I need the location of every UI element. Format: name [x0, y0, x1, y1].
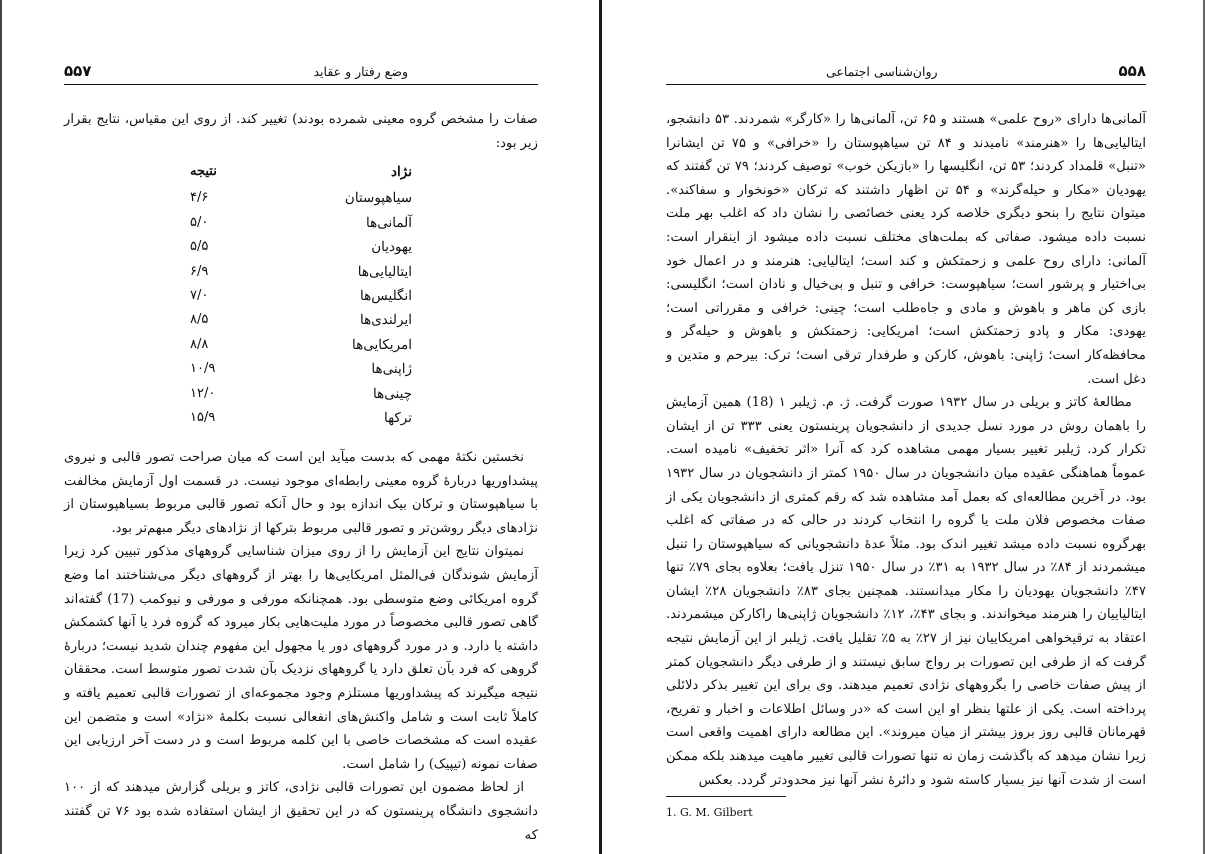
row-result: ۸/۸: [190, 336, 209, 352]
table-row: [190, 235, 412, 259]
right-body-text: [666, 108, 1146, 792]
left-running-title: وضع رفتار و عقاید: [313, 64, 408, 79]
row-result: ۵/۵: [190, 239, 209, 255]
row-race: آلمانی‌ها: [365, 214, 412, 231]
body-paragraph: نخستین نکتهٔ مهمی که بدست میآید این است که میان صراحت تصور قالبی و نیروی پیشداوریها دربارهٔ گروه معینی رابطه‌ای موجود نیست. در قسمت اول آزمایش مخالفت با سیاهپوستان و ترکان بیک اندازه بود و حال آنکه تصور قالبی مربوط بسیاهپوستان از نژادهای دیگر روشن‌تر و تصور قالبی مربوط بترکها از نژادهای دیگر مبهم‌تر بود.: [64, 450, 538, 536]
row-race: ترکها: [384, 409, 412, 426]
table-row: [190, 211, 412, 235]
row-result: ۴/۶: [190, 190, 209, 206]
left-page: [0, 0, 600, 854]
header-race: نژاد: [391, 164, 412, 180]
row-race: امریکایی‌ها: [352, 336, 412, 353]
footnote-rule: [666, 796, 786, 797]
left-page-number: ۵۵۷: [64, 62, 92, 80]
table-row: [190, 406, 412, 430]
footnote: 1. G. M. Gilbert: [666, 806, 753, 819]
right-running-title: روان‌شناسی اجتماعی: [826, 64, 938, 79]
row-race: ایرلندی‌ها: [359, 312, 412, 329]
row-race: ایتالیایی‌ها: [357, 263, 412, 280]
body-paragraph: از لحاظ مضمون این تصورات قالبی نژادی، کاتز و بریلی گزارش میدهند که از ۱۰۰ دانشجوی دانشگاه پرینستون که در این تحقیق از ایشان استفاده شده بود ۷۶ تن گفتند که: [64, 780, 538, 843]
row-result: ۷/۰: [190, 287, 209, 303]
left-running-header: [64, 62, 538, 85]
row-result: ۵/۰: [190, 214, 209, 230]
right-page-number: ۵۵۸: [1118, 62, 1146, 80]
row-result: ۱۰/۹: [190, 361, 216, 377]
table-row: [190, 260, 412, 284]
right-page: [604, 0, 1205, 854]
results-table: [190, 160, 412, 430]
intro-paragraph: صفات را مشخص گروه معینی شمرده بودند) تغییر کند. از روی این مقیاس، نتایج بقرار زیر بود:: [64, 112, 538, 151]
row-result: ۸/۵: [190, 312, 209, 328]
row-race: ژاپنی‌ها: [371, 361, 412, 378]
page-gutter-divider: [599, 0, 602, 854]
row-race: انگلیس‌ها: [360, 287, 412, 304]
row-result: ۱۵/۹: [190, 409, 216, 425]
table-row: [190, 186, 412, 210]
row-race: یهودیان: [371, 239, 412, 256]
body-paragraph: مطالعهٔ کاتز و بریلی در سال ۱۹۳۲ صورت گرفت. ژ. م. ژیلبر ۱ (18) همین آزمایش را باهمان روش در مورد نسل جدیدی از دانشجویان پرینستون یعنی ۳۳۳ تن از ایشان تکرار کرد. ژیلبر تغییر بسیار مهمی مشاهده کرد که آنرا «اثر تخفیف» نامیده است. عموماً هماهنگی عقیده میان دانشجویان در سال ۱۹۵۰ کمتر از دانشجویان در سال ۱۹۳۲ بود. در آخرین مطالعه‌ای که بعمل آمد مشاهده شد که رقم کمتری از دانشجویان یکی از صفات مخصوص فلان ملت یا گروه را انتخاب کردند در حالی که در صفاتی که اغلب بهرگروه نسبت داده میشد تغییر اندک بود. مثلاً عدهٔ دانشجویانی که سیاهپوستان را تنبل میشمردند از ۸۴٪ در سال ۱۹۳۲ به ۳۱٪ در سال ۱۹۵۰ تنزل یافت؛ بعلاوه بجای ۷۹٪ تنها ۴۷٪ دانشجویان یهودیان را مکار میدانستند. همچنین بجای ۸۳٪ دانشجویان ۲۸٪ ایشان ایتالیاییان را هنرمند میخواندند. و بجای ۴۳٪، ۱۲٪ دانشجویان ژاپنی‌ها راکارکن میشمردند. اعتقاد به ترقیخواهی امریکاییان نیز از ۲۷٪ به ۵٪ تقلیل یافت. ژیلبر از این آزمایش نتیجه گرفت که از طرفی این تصورات بر رواج سابق نیستند و از طرفی دیگر دانشجویان کمتر از پیش صفات خاصی را بگروههای نژادی تعمیم میدهند. وی برای این تغییر بذکر دلائلی پرداخته است. یکی از علتها بنظر او این است که «در وسائل اطلاعات و اخبار و تفریح، قهرمانان قالبی روز بروز بیشتر از میان میروند». این مطالعه دارای اهمیت واقعی است زیرا نشان میدهد که باگذشت زمان نه تنها تصورات قالبی تغییر ماهیت میدهند بلکه ممکن است از شدت آنها نیز بسیار کاسته شود و دائرهٔ نشر آنها نیز محدودتر گردد. بعکس: [666, 395, 1147, 788]
left-intro-text: [64, 108, 538, 155]
table-header-row: [190, 160, 412, 184]
table-row: [190, 284, 412, 308]
table-row: [190, 333, 412, 357]
row-race: سیاهپوستان: [344, 190, 412, 207]
left-body-text: [64, 446, 538, 847]
table-row: [190, 308, 412, 332]
row-race: چینی‌ها: [373, 385, 412, 402]
row-result: ۶/۹: [190, 263, 209, 279]
table-row: [190, 357, 412, 381]
header-result: نتیجه: [190, 164, 217, 179]
table-row: [190, 382, 412, 406]
row-result: ۱۲/۰: [190, 385, 216, 401]
body-paragraph: نمیتوان نتایج این آزمایش را از روی میزان شناسایی گروههای مذکور تبیین کرد زیرا آزمایش شوندگان فی‌المثل امریکایی‌ها را بهتر از گروههای دیگر می‌شناختند اما وضع گروه امریکائی وضع متوسطی بود. همچنانکه مورفی و مورفی و نیوکمب (17) گفته‌اند گاهی تصور قالبی مخصوصاً در مورد ملیت‌هایی بکار میرود که گروه فرد یا آنها کشمکش داشته یا دارد. و در مورد گروههای دور یا مجهول این مفهوم چندان شدید نیست؛ دربارهٔ گروهی که فرد بآن تعلق دارد یا گروههای نزدیک بآن شدت تصور متوسط است. محققان نتیجه میگیرند که پیشداوریها مستلزم وجود مجموعه‌ای از تصورات قالبی تعمیم یافته و کاملاً ثابت است و شامل واکنش‌های انفعالی نسبت بکلمهٔ «نژاد» است و متضمن این عقیده است که مشخصات خاصی با این کلمه مربوط است و در دست آخر ارزیابی این صفات نمونه (تیپیک) را شامل است.: [64, 544, 539, 772]
right-running-header: [666, 62, 1146, 85]
body-paragraph: آلمانی‌ها دارای «روح علمی» هستند و ۶۵ تن، آلمانی‌ها را «کارگر» شمردند. ۵۳ دانشجو، ایتالیایی‌ها را «هنرمند» نامیدند و ۸۴ تن سیاهپوستان را «خرافی» و ۷۵ تن ایشانرا «تنبل» قلمداد کردند؛ ۵۳ تن، انگلیسها را «بازیکن خوب» توصیف کردند؛ ۷۹ تن گفتند که یهودیان «مکار و حیله‌گرند» و ۵۴ تن اظهار داشتند که ترکان «خونخوار و سفاکند». میتوان نتایج را بنحو دیگری خلاصه کرد یعنی خصائصی را نشان داد که اغلب بهر ملت نسبت داده میشود. صفاتی که بملت‌های مختلف نسبت داده میشود از اینقرار است: آلمانی: دارای روح علمی و زحمتکش و کند است؛ ایتالیایی: هنرمند و در اعمال خود بی‌اختیار و پرشور است؛ سیاهپوست: خرافی و تنبل و بی‌خیال و نادان است؛ انگلیسی: بازی کن ماهر و باهوش و مادی و جاه‌طلب است؛ چینی: خرافی و مقرراتی است؛ یهودی: مکار و پادو زحمتکش است؛ امریکایی: زحمتکش و باهوش و حیله‌گر و محافظه‌کار است؛ ژاپنی: باهوش، کارکن و طرفدار ترقی است؛ ترک: بیرحم و متدین و دغل است.: [666, 112, 1146, 387]
